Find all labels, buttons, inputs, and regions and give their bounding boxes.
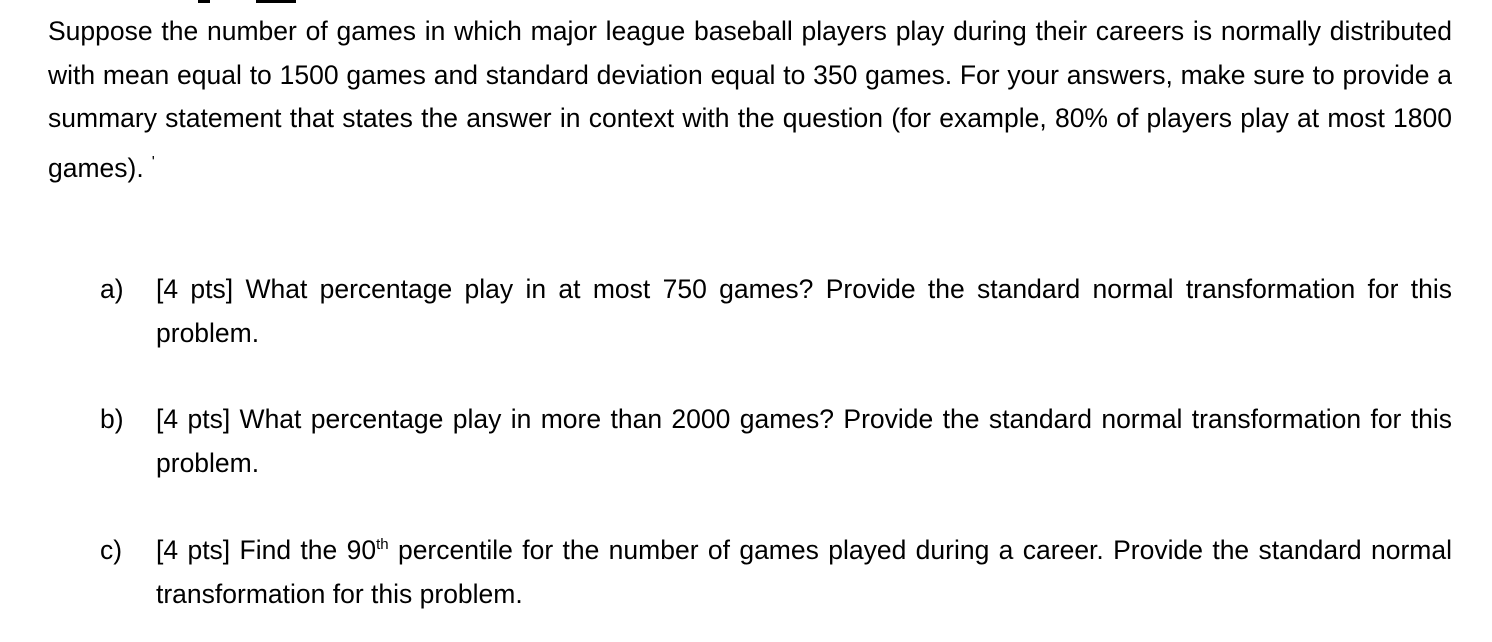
question-text: [4 pts] What percentage play in more than 2000 games? Provide the standard normal transformation for this problem. [156,404,1452,478]
ordinal-suffix: th [376,536,389,554]
question-text [156,529,1452,616]
question-text-end: percentile for the number of games played during a career. Provide the standard normal transformation for this problem. [156,535,1452,609]
question-marker: a) [100,274,124,304]
cropped-text-fragment [0,0,1492,6]
question-c [100,529,1452,616]
question-marker: b) [100,404,124,434]
question-b [100,398,1452,485]
question-marker: c) [100,535,123,565]
problem-intro [48,10,1452,190]
stray-mark: ' [151,153,155,171]
question-text-start: [4 pts] Find the 90 [156,535,377,565]
question-text: [4 pts] What percentage play in at most 750 games? Provide the standard normal transformation for this problem. [156,274,1452,348]
question-a [100,268,1452,355]
problem-intro-text: Suppose the number of games in which major league baseball players play during their careers is normally distributed with mean equal to 1500 games and standard deviation equal to 350 games. For your answers, make sure to provide a summary statement that states the answer in context with the question (for example, 80% of players play at most 1800 games). [48,16,1452,183]
